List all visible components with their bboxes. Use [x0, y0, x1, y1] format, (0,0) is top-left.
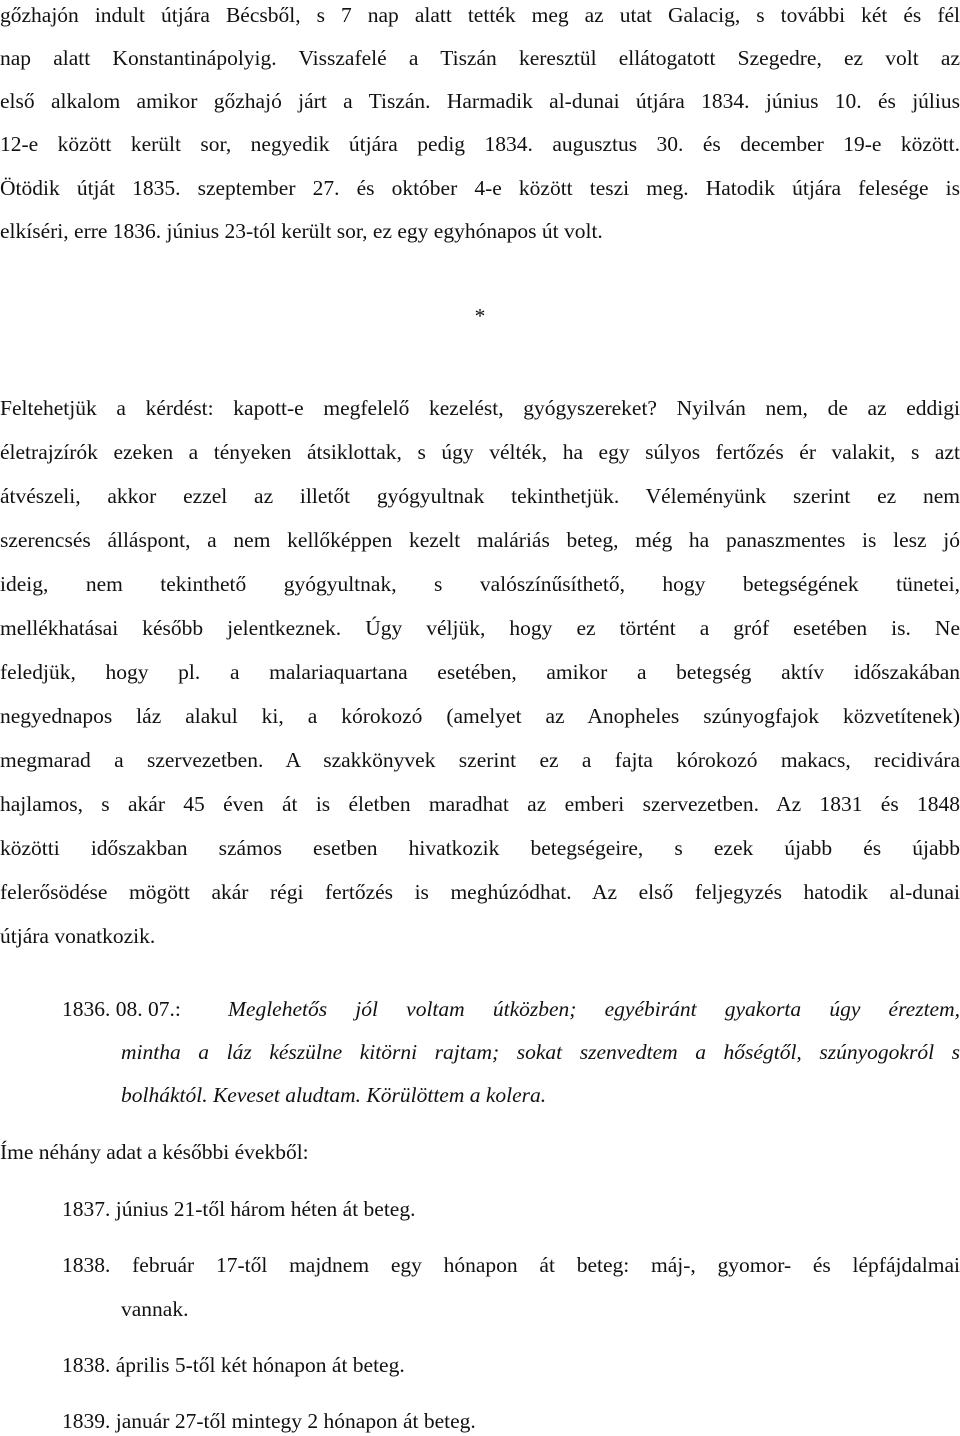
text-line: mellékhatásai később jelentkeznek. Úgy véljük, hogy ez történt a gróf esetében is. Ne	[0, 616, 960, 640]
list-item: 1838. április 5-től két hónapon át beteg.	[62, 1353, 405, 1377]
diary-date: 1836. 08. 07.:	[62, 997, 181, 1021]
quote-line: bolháktól. Keveset aludtam. Körülöttem a kolera.	[121, 1083, 547, 1107]
text-line: negyednapos láz alakul ki, a kórokozó (amelyet az Anopheles szúnyogfajok közvetítenek)	[0, 704, 960, 728]
section-separator: *	[474, 304, 486, 328]
list-item: 1838. február 17-től majdnem egy hónapon át beteg: máj-, gyomor- és lépfájdalmai	[62, 1253, 960, 1277]
text-line: nap alatt Konstantinápolyig. Visszafelé a Tiszán keresztül ellátogatott Szegedre, ez volt az	[0, 46, 960, 70]
text-line: közötti időszakban számos esetben hivatkozik betegségeire, s ezek újabb és újabb	[0, 836, 960, 860]
text-line: Feltehetjük a kérdést: kapott-e megfelelő kezelést, gyógyszereket? Nyilván nem, de az eddigi	[0, 396, 960, 420]
text-line: elkíséri, erre 1836. június 23-tól került sor, ez egy egyhónapos út volt.	[0, 219, 603, 243]
text-line: átvészeli, akkor ezzel az illetőt gyógyultnak tekinthetjük. Véleményünk szerint ez nem	[0, 484, 960, 508]
text-line: felerősödése mögött akár régi fertőzés is meghúzódhat. Az első feljegyzés hatodik al-dunai	[0, 880, 960, 904]
quote-line: mintha a láz készülne kitörni rajtam; sokat szenvedtem a hőségtől, szúnyogokról s	[121, 1040, 960, 1064]
quote-line: Meglehetős jól voltam útközben; egyébiránt gyakorta úgy éreztem,	[228, 997, 960, 1021]
text-line: megmarad a szervezetben. A szakkönyvek szerint ez a fajta kórokozó makacs, recidivára	[0, 748, 960, 772]
text-line: szerencsés álláspont, a nem kellőképpen kezelt maláriás beteg, még ha panaszmentes is lesz jó	[0, 528, 960, 552]
text-line: hajlamos, s akár 45 éven át is életben maradhat az emberi szervezetben. Az 1831 és 1848	[0, 792, 960, 816]
text-line: gőzhajón indult útjára Bécsből, s 7 nap alatt tették meg az utat Galacig, s további két és fél	[0, 3, 960, 27]
text-line: első alkalom amikor gőzhajó járt a Tiszán. Harmadik al-dunai útjára 1834. június 10. és július	[0, 89, 960, 113]
text-line: Ötödik útját 1835. szeptember 27. és október 4-e között teszi meg. Hatodik útjára felesége is	[0, 176, 960, 200]
text-line: életrajzírók ezeken a tényeken átsiklottak, s úgy vélték, ha egy súlyos fertőzés ér valakit, s azt	[0, 440, 960, 464]
text-line: 12-e között került sor, negyedik útjára pedig 1834. augusztus 30. és december 19-e között.	[0, 132, 960, 156]
list-item: 1839. január 27-től mintegy 2 hónapon át beteg.	[62, 1409, 476, 1433]
list-item-continuation: vannak.	[121, 1297, 189, 1321]
list-intro: Íme néhány adat a későbbi évekből:	[0, 1140, 309, 1164]
text-line: útjára vonatkozik.	[0, 924, 156, 948]
text-line: ideig, nem tekinthető gyógyultnak, s valószínűsíthető, hogy betegségének tünetei,	[0, 572, 960, 596]
text-line: feledjük, hogy pl. a malariaquartana esetében, amikor a betegség aktív időszakában	[0, 660, 960, 684]
list-item: 1837. június 21-től három héten át beteg.	[62, 1197, 416, 1221]
